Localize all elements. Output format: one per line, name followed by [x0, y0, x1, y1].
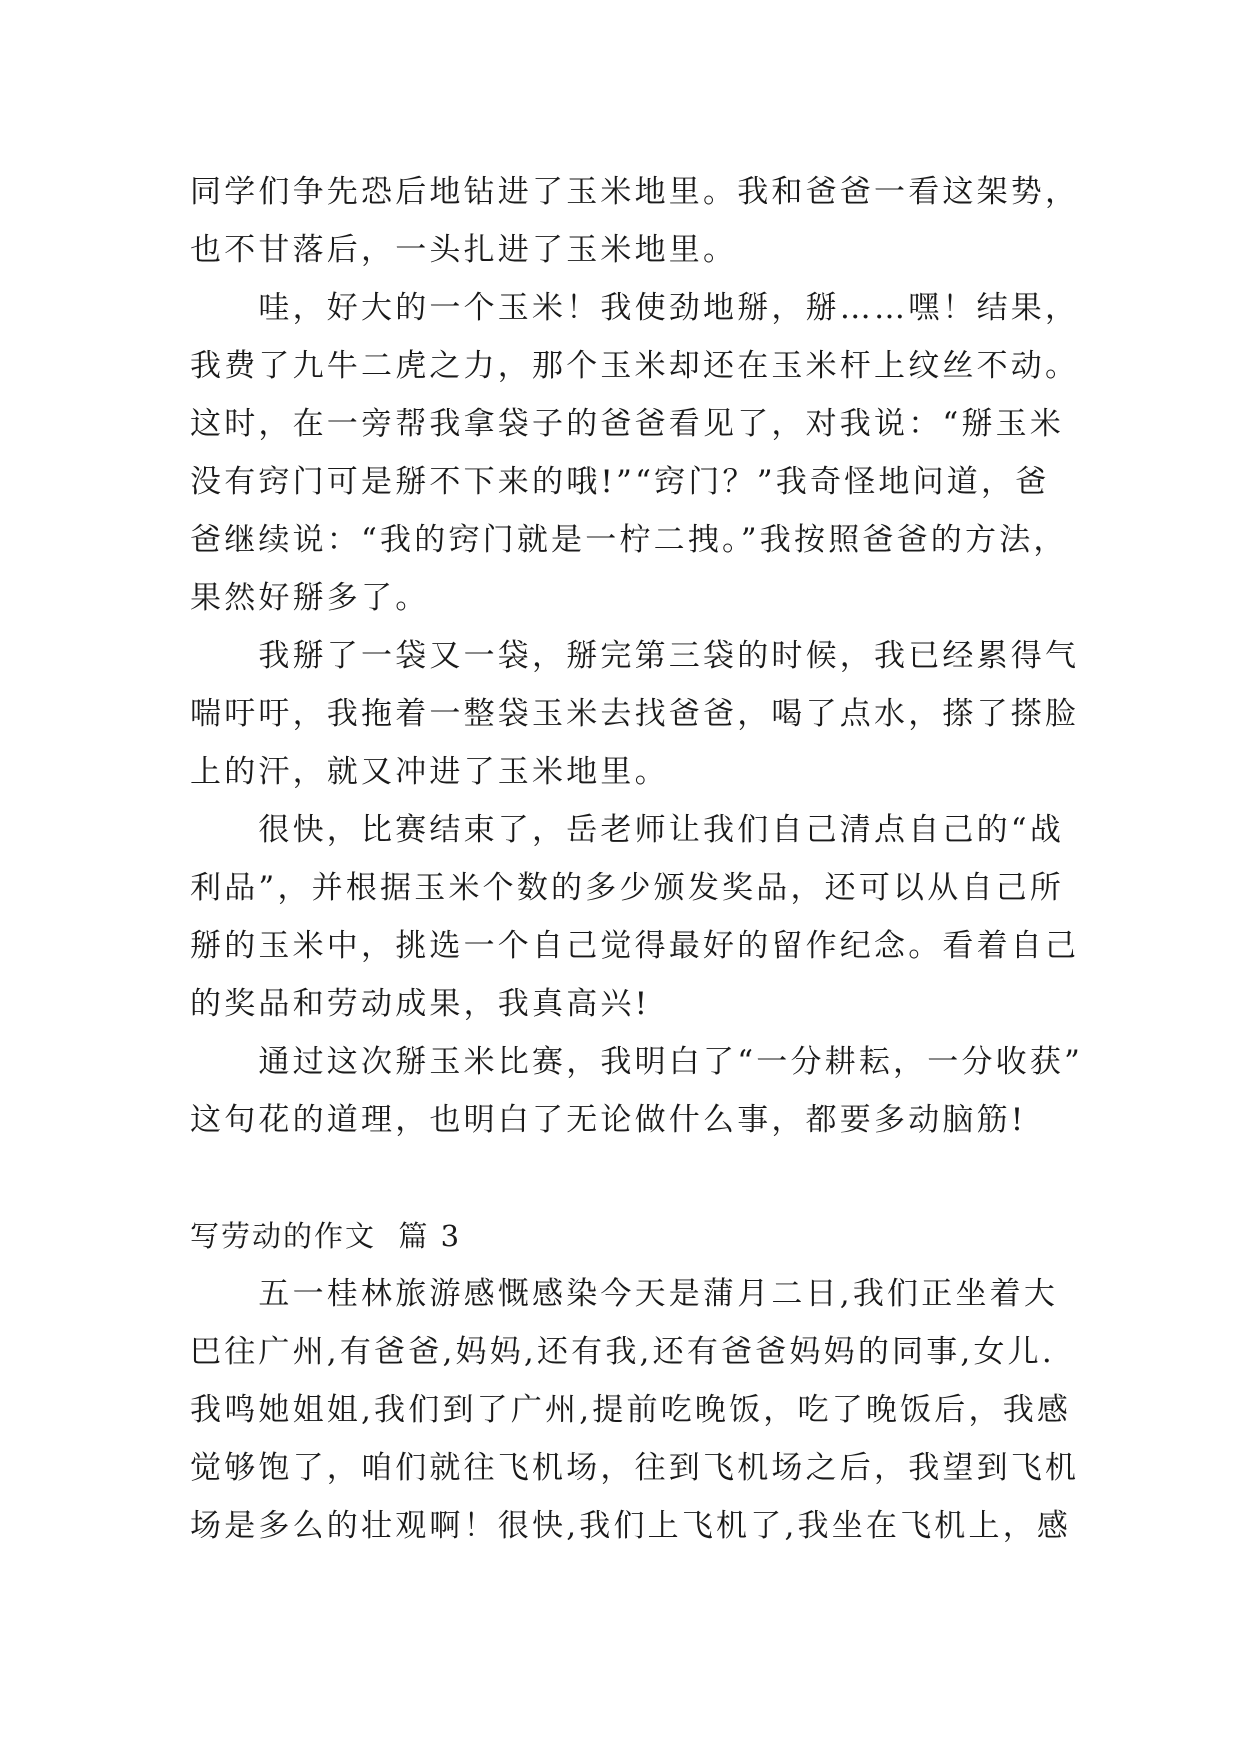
- section-heading: 写劳动的作文 篇 3: [190, 1219, 462, 1253]
- text-line: 我鸣她姐姐,我们到了广州,提前吃晚饭，吃了晚饭后，我感: [190, 1392, 1072, 1428]
- document-body: [190, 163, 1084, 1555]
- text-line: 哇，好大的一个玉米！我使劲地掰，掰……嘿！结果，: [190, 290, 1080, 326]
- text-line: 利品”，并根据玉米个数的多少颁发奖品，还可以从自己所: [190, 870, 1065, 906]
- text-line: 通过这次掰玉米比赛，我明白了“一分耕耘，一分收获”: [190, 1044, 1084, 1080]
- text-line: 的奖品和劳动成果，我真高兴!: [190, 986, 651, 1022]
- text-line: 没有窍门可是掰不下来的哦!”“窍门？”我奇怪地问道，爸: [190, 464, 1050, 500]
- text-line: 巴往广州,有爸爸,妈妈,还有我,还有爸爸妈妈的同事,女儿.: [190, 1334, 1055, 1370]
- text-line: 觉够饱了，咱们就往飞机场，往到飞机场之后，我望到飞机: [190, 1450, 1080, 1486]
- text-line: 场是多么的壮观啊！很快,我们上飞机了,我坐在飞机上，感: [190, 1508, 1072, 1544]
- text-line: 上的汗，就又冲进了玉米地里。: [190, 754, 669, 790]
- text-line: 五一桂林旅游感慨感染今天是蒲月二日,我们正坐着大: [190, 1276, 1059, 1312]
- text-line: 我掰了一袋又一袋，掰完第三袋的时候，我已经累得气: [190, 638, 1080, 674]
- text-line: 果然好掰多了。: [190, 580, 430, 616]
- text-line: 也不甘落后，一头扎进了玉米地里。: [190, 232, 738, 268]
- text-line: 掰的玉米中，挑选一个自己觉得最好的留作纪念。看着自己: [190, 928, 1080, 964]
- text-line: 我费了九牛二虎之力，那个玉米却还在玉米杆上纹丝不动。: [190, 348, 1080, 384]
- text-line: 喘吁吁，我拖着一整袋玉米去找爸爸，喝了点水，搽了搽脸: [190, 696, 1080, 732]
- text-line: 很快，比赛结束了，岳老师让我们自己清点自己的“战: [190, 812, 1065, 848]
- text-line: 爸继续说：“我的窍门就是一柠二拽。”我按照爸爸的方法，: [190, 522, 1068, 558]
- text-line: 同学们争先恐后地钻进了玉米地里。我和爸爸一看这架势，: [190, 174, 1080, 210]
- text-line: 这时，在一旁帮我拿袋子的爸爸看见了，对我说：“掰玉米: [190, 406, 1065, 442]
- text-line: 这句花的道理，也明白了无论做什么事，都要多动脑筋!: [190, 1102, 1027, 1138]
- blank-line: [190, 1149, 1060, 1207]
